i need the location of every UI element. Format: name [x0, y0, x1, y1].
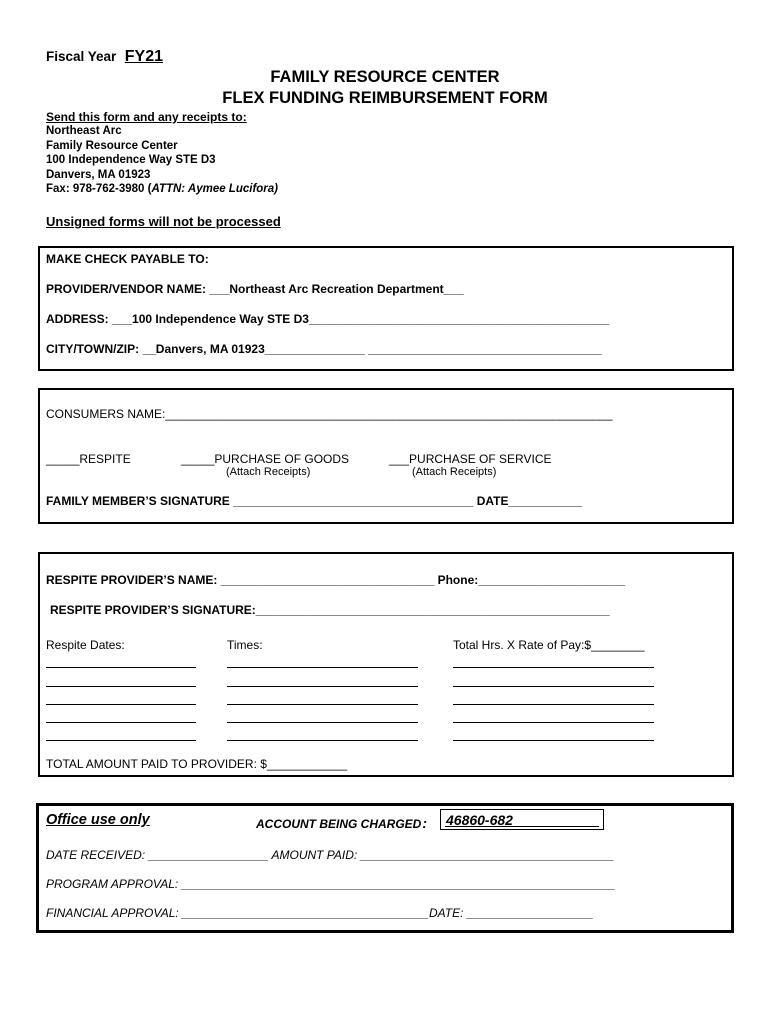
form-title-line2: FLEX FUNDING REIMBURSEMENT FORM [222, 89, 548, 107]
fiscal-year-label: Fiscal Year [46, 49, 117, 64]
goods-receipts-note: (Attach Receipts) [226, 466, 311, 478]
total-amount-paid-field[interactable]: TOTAL AMOUNT PAID TO PROVIDER: $____________ [46, 757, 348, 771]
account-number-value: 46860-682 [446, 812, 513, 828]
program-approval-field[interactable]: PROGRAM APPROVAL: _________________________________________________________________ [46, 877, 616, 891]
respite-provider-signature-field[interactable]: RESPITE PROVIDER’S SIGNATURE:_____________________________________________________ [50, 603, 610, 617]
respite-date-line[interactable] [46, 740, 196, 741]
office-use-heading: Office use only [46, 812, 150, 828]
respite-total-line[interactable] [453, 667, 654, 668]
respite-time-line[interactable] [227, 740, 418, 741]
send-to-heading: Send this form and any receipts to: [46, 110, 247, 124]
respite-dates-label: Respite Dates: [46, 638, 125, 652]
consumers-name-field[interactable]: CONSUMERS NAME:___________________________________________________________________ [46, 407, 613, 421]
fax-number: Fax: 978-762-3980 ( [46, 183, 152, 196]
fiscal-year [46, 48, 163, 66]
respite-date-line[interactable] [46, 667, 196, 668]
address-line: 100 Independence Way STE D3 [46, 154, 216, 167]
total-hours-rate-label[interactable]: Total Hrs. X Rate of Pay:$________ [453, 638, 645, 652]
send-to-address [46, 124, 278, 197]
account-charged-colon: : [422, 815, 428, 831]
payable-heading: MAKE CHECK PAYABLE TO: [46, 252, 209, 266]
address-line: Northeast Arc [46, 125, 122, 137]
account-number-field[interactable] [440, 809, 604, 830]
respite-date-line[interactable] [46, 722, 196, 723]
account-charged-text: ACCOUNT BEING CHARGED [256, 817, 422, 831]
respite-time-line[interactable] [227, 686, 418, 687]
city-town-zip-field[interactable]: CITY/TOWN/ZIP: __Danvers, MA 01923_______________ ___________________________________ [46, 342, 602, 356]
times-label: Times: [227, 638, 263, 652]
respite-provider-name-field[interactable]: RESPITE PROVIDER’S NAME: ________________________________ Phone:______________________ [46, 573, 626, 587]
respite-time-line[interactable] [227, 704, 418, 705]
address-line: Family Resource Center [46, 139, 178, 152]
date-received-amount-paid-field[interactable]: DATE RECEIVED: __________________ AMOUNT PAID: ______________________________________ [46, 848, 615, 862]
financial-approval-field[interactable]: FINANCIAL APPROVAL: _____________________________________DATE: ___________________ [46, 906, 594, 920]
provider-vendor-name-field[interactable]: PROVIDER/VENDOR NAME: ___Northeast Arc Recreation Department___ [46, 282, 464, 296]
respite-time-line[interactable] [227, 722, 418, 723]
respite-time-line[interactable] [227, 667, 418, 668]
respite-date-line[interactable] [46, 686, 196, 687]
address-line: Danvers, MA 01923 [46, 168, 151, 181]
unsigned-notice: Unsigned forms will not be processed [46, 214, 281, 229]
purchase-of-goods-line[interactable]: _____PURCHASE OF GOODS [181, 452, 350, 466]
respite-date-line[interactable] [46, 704, 196, 705]
respite-checkbox-line[interactable]: _____RESPITE [46, 452, 131, 466]
fax-attn: ATTN: Aymee Lucifora) [151, 183, 278, 196]
respite-total-line[interactable] [453, 722, 654, 723]
address-field[interactable]: ADDRESS: ___100 Independence Way STE D3_____________________________________________ [46, 312, 610, 326]
respite-total-line[interactable] [453, 686, 654, 687]
purchase-of-service-line[interactable]: ___PURCHASE OF SERVICE [389, 452, 552, 466]
respite-total-line[interactable] [453, 704, 654, 705]
fiscal-year-value: FY21 [124, 48, 164, 65]
service-receipts-note: (Attach Receipts) [412, 466, 497, 478]
fax-line [46, 182, 278, 197]
account-charged-label [256, 815, 427, 831]
form-title-line1: FAMILY RESOURCE CENTER [270, 68, 500, 86]
respite-total-line[interactable] [453, 740, 654, 741]
family-member-signature-field[interactable]: FAMILY MEMBER’S SIGNATURE ____________________________________ DATE___________ [46, 494, 582, 508]
